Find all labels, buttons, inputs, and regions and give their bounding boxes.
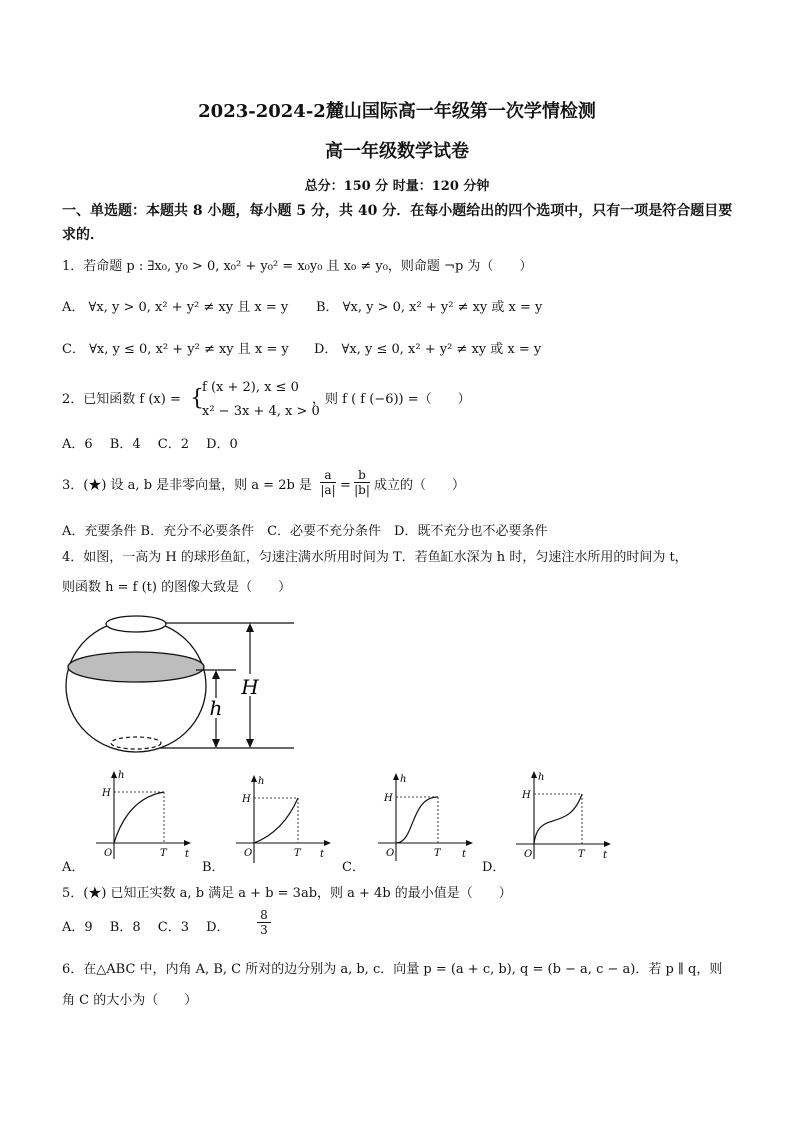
graph-label-a: A． [62,860,85,875]
svg-text:T: T [160,848,167,859]
svg-text:O: O [104,848,113,859]
svg-text:h: h [118,770,125,781]
q2-case-1: f (x + 2), x ≤ 0 [202,380,299,395]
q1-option-d: D． ∀x, y ≤ 0, x² + y² ≠ xy 或 x = y [314,342,542,357]
svg-text:H: H [522,790,531,801]
svg-text:h: h [538,772,545,783]
graph-label-b: B． [202,860,225,875]
graph-option-c [370,770,475,865]
q3-stem-prefix: 3．(★) 设 a, b 是非零向量，则 a = 2b 是 [62,478,312,493]
svg-text:T: T [294,848,301,859]
q1-option-b: B． ∀x, y > 0, x² + y² ≠ xy 或 x = y [316,300,543,315]
svg-text:O: O [386,848,395,859]
q6-stem-line-2: 角 C 的大小为（ ） [62,993,198,1008]
bowl-top-opening [106,616,166,632]
svg-text:t: t [603,850,608,861]
svg-text:t: t [320,849,325,860]
q3-fraction-a [320,468,336,497]
q3-frac-b-den: |b| [354,483,370,497]
q3-fraction-b [354,468,370,497]
q3-options: A．充要条件 B．充分不必要条件 C．必要不充分条件 D．既不充分也不必要条件 [62,524,548,539]
q2-options: A．6 B．4 C．2 D．0 [62,437,238,452]
fig-label-h: h [209,696,223,720]
graph-a-curve [114,792,164,843]
svg-text:h: h [258,776,265,787]
section-heading: 一、单选题：本题共 8 小题，每小题 5 分，共 40 分．在每小题给出的四个选项中，只有一项是符合题目要求的． [62,203,733,243]
q3-frac-b-num: b [358,468,366,482]
graph-c-curve [396,797,438,843]
q2-case-2: x² − 3x + 4, x > 0 [202,404,320,419]
fishbowl-figure [60,612,310,754]
svg-text:O: O [524,849,533,860]
q1-option-a: A． ∀x, y > 0, x² + y² ≠ xy 且 x = y [62,300,289,315]
q5-fraction [257,908,271,937]
svg-text:t: t [462,849,467,860]
q2-brace: { [190,386,204,411]
exam-title: 2023-2024-2麓山国际高一年级第一次学情检测 [198,101,596,122]
q3-stem-suffix: 成立的（ ） [374,478,466,493]
graph-label-c: C． [342,860,365,875]
q2-stem-suffix: ，则 f ( f (−6)) =（ ） [312,392,471,407]
graph-d-curve [534,794,582,844]
svg-text:T: T [578,849,585,860]
q4-stem-line-2: 则函数 h = f (t) 的图像大致是（ ） [62,580,292,595]
q2-stem-prefix: 2．已知函数 f (x) = [62,392,181,407]
svg-text:O: O [244,848,253,859]
graph-label-d: D． [482,860,506,875]
graph-option-d [508,768,613,863]
svg-text:H: H [242,794,251,805]
graph-b-curve [254,798,298,843]
q1-stem: 1．若命题 p : ∃x₀, y₀ > 0, x₀² + y₀² = x₀y₀ 且 x₀ ≠ y₀，则命题 ¬p 为（ ） [62,259,533,274]
svg-text:H: H [384,793,393,804]
q1-option-c: C． ∀x, y ≤ 0, x² + y² ≠ xy 且 x = y [62,342,289,357]
graph-option-a [88,768,193,863]
q3-frac-a-den: |a| [320,483,336,497]
svg-text:t: t [185,849,190,860]
svg-text:h: h [400,774,407,785]
exam-meta: 总分：150 分 时量：120 分钟 [304,179,490,194]
q3-equals: = [340,478,351,493]
svg-text:H: H [102,788,111,799]
q5-options: A．9 B．8 C．3 D． [62,920,230,935]
q4-stem-line-1: 4．如图，一高为 H 的球形鱼缸，匀速注满水所用时间为 T．若鱼缸水深为 h 时，匀速注水所用的时间为 t， [62,550,688,565]
exam-subtitle: 高一年级数学试卷 [325,141,469,162]
water-surface [68,652,204,682]
q5-stem: 5．(★) 已知正实数 a, b 满足 a + b = 3ab，则 a + 4b 的最小值是（ ） [62,886,512,901]
svg-text:T: T [434,848,441,859]
q3-frac-a-num: a [324,468,332,482]
fig-label-H: H [241,675,259,699]
q5-frac-den: 3 [257,922,271,937]
q6-stem-line-1: 6．在△ABC 中，内角 A, B, C 所对的边分别为 a, b, c．向量 p = (a + c, b), q = (b − a, c − a)．若 p ∥ q，则 [62,962,723,977]
bowl-outline [66,620,206,752]
graph-option-b [228,772,333,867]
q5-frac-num: 8 [260,908,268,922]
